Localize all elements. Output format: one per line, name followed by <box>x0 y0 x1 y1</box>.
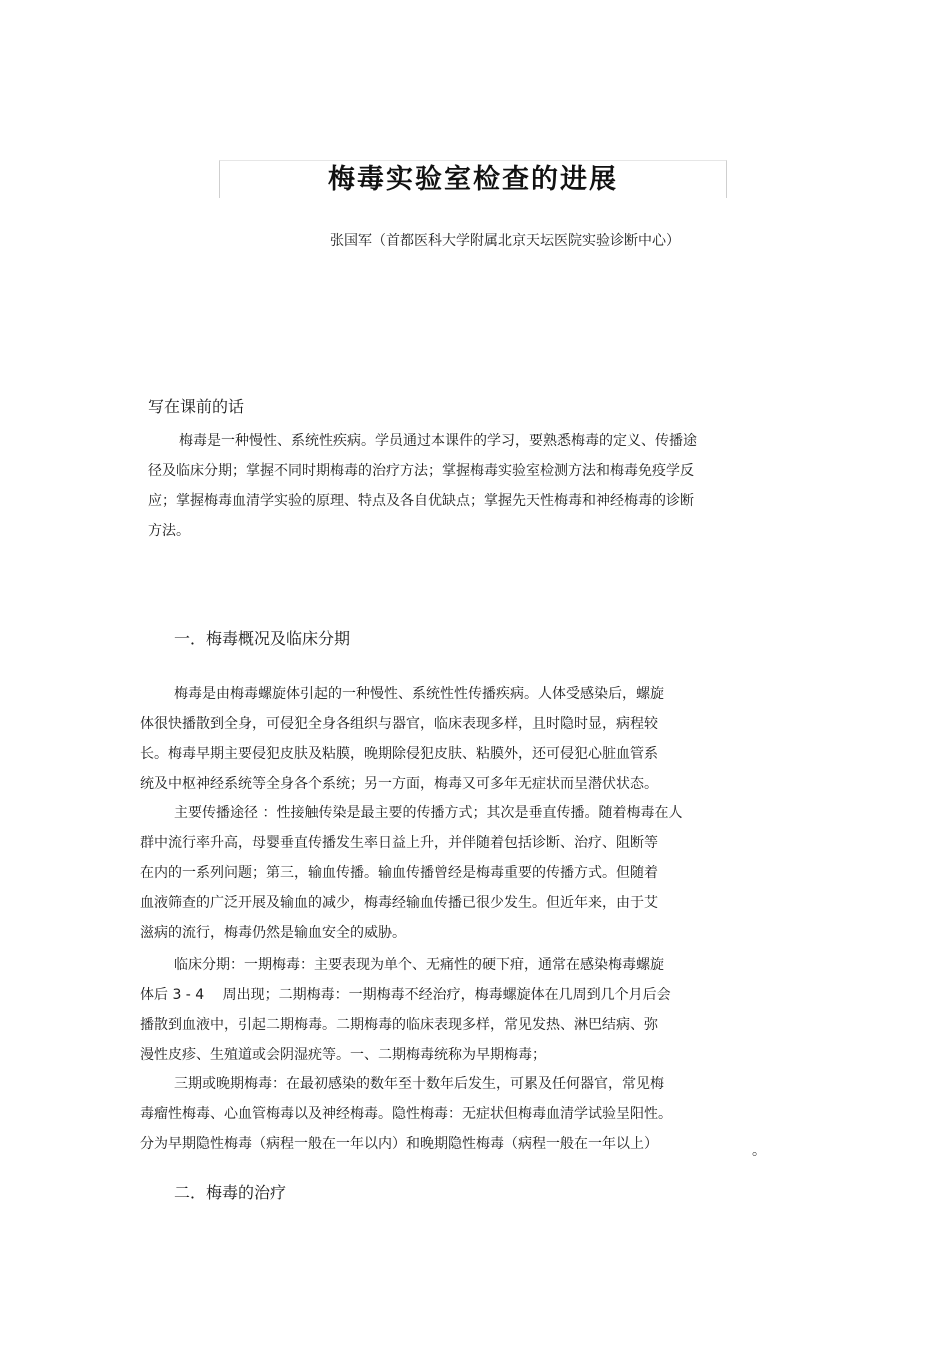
body-line: 在内的一系列问题；第三，输血传播。输血传播曾经是梅毒重要的传播方式。但随着 <box>140 865 658 881</box>
body-line: 群中流行率升高，母婴垂直传播发生率日益上升，并伴随着包括诊断、治疗、阻断等 <box>140 835 658 851</box>
intro-line: 径及临床分期；掌握不同时期梅毒的治疗方法；掌握梅毒实验室检测方法和梅毒免疫学反 <box>148 463 694 479</box>
body-line: 长。梅毒早期主要侵犯皮肤及粘膜，晚期除侵犯皮肤、粘膜外，还可侵犯心脏血管系 <box>140 746 658 762</box>
body-line: 临床分期：一期梅毒：主要表现为单个、无痛性的硬下疳，通常在感染梅毒螺旋 <box>174 957 664 973</box>
author-line: 张国军（首都医科大学附属北京天坛医院实验诊断中心） <box>330 233 680 249</box>
intro-line: 应；掌握梅毒血清学实验的原理、特点及各自优缺点；掌握先天性梅毒和神经梅毒的诊断 <box>148 493 694 509</box>
body-line: 漫性皮疹、生殖道或会阴湿疣等。一、二期梅毒统称为早期梅毒； <box>140 1047 546 1063</box>
body-line: 三期或晚期梅毒：在最初感染的数年至十数年后发生，可累及任何器官，常见梅 <box>174 1076 664 1092</box>
body-line: 体很快播散到全身，可侵犯全身各组织与器官，临床表现多样，且时隐时显，病程较 <box>140 716 658 732</box>
body-line: 分为早期隐性梅毒（病程一般在一年以内）和晚期隐性梅毒（病程一般在一年以上） <box>140 1136 658 1152</box>
title-box <box>219 160 727 198</box>
section1-heading: 一．梅毒概况及临床分期 <box>174 629 351 648</box>
intro-heading: 写在课前的话 <box>148 397 245 416</box>
trailing-period: 。 <box>752 1143 766 1159</box>
body-line: 毒瘤性梅毒、心血管梅毒以及神经梅毒。隐性梅毒：无症状但梅毒血清学试验呈阳性。 <box>140 1106 672 1122</box>
body-line: 统及中枢神经系统等全身各个系统；另一方面，梅毒又可多年无症状而呈潜伏状态。 <box>140 776 658 792</box>
body-line: 播散到血液中，引起二期梅毒。二期梅毒的临床表现多样，常见发热、淋巴结病、弥 <box>140 1017 658 1033</box>
body-line: 血液筛查的广泛开展及输血的减少，梅毒经输血传播已很少发生。但近年来，由于艾 <box>140 895 658 911</box>
body-line: 滋病的流行，梅毒仍然是输血安全的威胁。 <box>140 925 406 941</box>
document-title: 梅毒实验室检查的进展 <box>328 164 618 195</box>
section2-heading: 二．梅毒的治疗 <box>174 1183 287 1202</box>
intro-line: 方法。 <box>148 523 190 539</box>
body-line: 梅毒是由梅毒螺旋体引起的一种慢性、系统性性传播疾病。人体受感染后，螺旋 <box>174 686 664 702</box>
body-line: 主要传播途径 ：性接触传染是最主要的传播方式；其次是垂直传播。随着梅毒在人 <box>174 805 683 821</box>
intro-line: 梅毒是一种慢性、系统性疾病。学员通过本课件的学习，要熟悉梅毒的定义、传播途 <box>179 433 697 449</box>
body-line: 体后 3 - 4 周出现；二期梅毒：一期梅毒不经治疗，梅毒螺旋体在几周到几个月后会 <box>140 987 671 1003</box>
